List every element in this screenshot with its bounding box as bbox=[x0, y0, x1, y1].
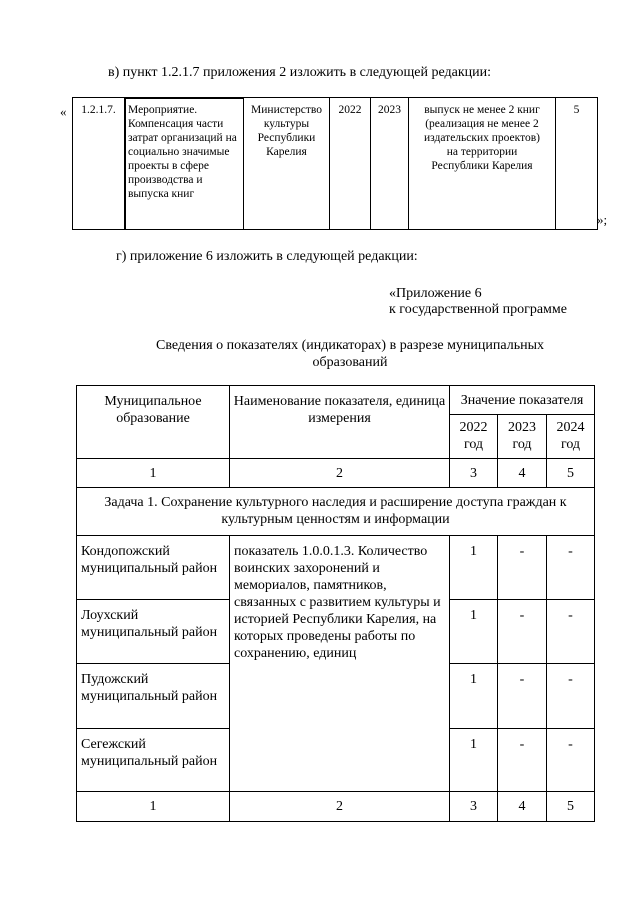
header-year-2023: 2023 год bbox=[498, 415, 547, 459]
appendix-line-2: к государственной программе bbox=[389, 302, 567, 317]
activity-table bbox=[72, 97, 598, 230]
indicator-text: показатель 1.0.0.1.3. Количество воинских захоронений и мемориалов, памятников, связанных с развитием культуры и историей Республики Карелия, на которых проведены работы по сохранению, единиц bbox=[230, 536, 450, 792]
value-2024: - bbox=[547, 664, 595, 729]
col-num-5: 5 bbox=[547, 459, 595, 488]
activity-result: выпуск не менее 2 книг (реализация не менее 2 издательских проектов) на территории Республики Карелия bbox=[409, 98, 556, 230]
task-row bbox=[77, 488, 595, 536]
col-num-1: 1 bbox=[77, 459, 230, 488]
quote-close: »; bbox=[597, 212, 608, 227]
value-2024: - bbox=[547, 600, 595, 664]
footer-num-3: 3 bbox=[450, 792, 498, 822]
value-2023: - bbox=[498, 600, 547, 664]
value-2024: - bbox=[547, 729, 595, 792]
column-numbers-row bbox=[77, 459, 595, 488]
activity-value: 5 bbox=[556, 98, 598, 230]
value-2022: 1 bbox=[450, 664, 498, 729]
value-2022: 1 bbox=[450, 729, 498, 792]
value-2023: - bbox=[498, 536, 547, 600]
header-value-group: Значение показателя bbox=[450, 386, 595, 415]
activity-description: Мероприятие. Компенсация части затрат организаций на социально значимые проекты в сфере производства и выпуска книг bbox=[125, 98, 244, 230]
task-text: Задача 1. Сохранение культурного наследия и расширение доступа граждан к культурным ценностям и информации bbox=[77, 488, 595, 536]
value-2023: - bbox=[498, 664, 547, 729]
activity-year-end: 2023 bbox=[371, 98, 409, 230]
activity-year-start: 2022 bbox=[330, 98, 371, 230]
value-2023: - bbox=[498, 729, 547, 792]
appendix-line-1: «Приложение 6 bbox=[389, 286, 482, 301]
header-indicator: Наименование показателя, единица измерения bbox=[230, 386, 450, 459]
activity-number: 1.2.1.7. bbox=[73, 98, 125, 230]
footer-num-5: 5 bbox=[547, 792, 595, 822]
table-row bbox=[73, 98, 598, 230]
municipality-kondopoga: Кондопожский муниципальный район bbox=[77, 536, 230, 600]
municipality-pudozh: Пудожский муниципальный район bbox=[77, 664, 230, 729]
table-row bbox=[77, 536, 595, 600]
header-municipality: Муниципальное образование bbox=[77, 386, 230, 459]
value-2022: 1 bbox=[450, 536, 498, 600]
value-2022: 1 bbox=[450, 600, 498, 664]
value-2024: - bbox=[547, 536, 595, 600]
table-title: Сведения о показателях (индикаторах) в разрезе муниципальных образований bbox=[155, 338, 544, 370]
header-year-2022: 2022 год bbox=[450, 415, 498, 459]
municipality-loukhi: Лоухский муниципальный район bbox=[77, 600, 230, 664]
col-num-4: 4 bbox=[498, 459, 547, 488]
section-v-text: в) пункт 1.2.1.7 приложения 2 изложить в следующей редакции: bbox=[108, 65, 492, 80]
col-num-2: 2 bbox=[230, 459, 450, 488]
footer-num-4: 4 bbox=[498, 792, 547, 822]
quote-open: « bbox=[60, 104, 67, 119]
table-header-row bbox=[77, 386, 595, 415]
header-year-2024: 2024 год bbox=[547, 415, 595, 459]
municipality-segezha: Сегежский муниципальный район bbox=[77, 729, 230, 792]
footer-numbers-row bbox=[77, 792, 595, 822]
col-num-3: 3 bbox=[450, 459, 498, 488]
activity-executor: Министерство культуры Республики Карелия bbox=[244, 98, 330, 230]
footer-num-1: 1 bbox=[77, 792, 230, 822]
footer-num-2: 2 bbox=[230, 792, 450, 822]
indicators-table bbox=[76, 385, 595, 822]
section-g-text: г) приложение 6 изложить в следующей редакции: bbox=[116, 249, 418, 264]
